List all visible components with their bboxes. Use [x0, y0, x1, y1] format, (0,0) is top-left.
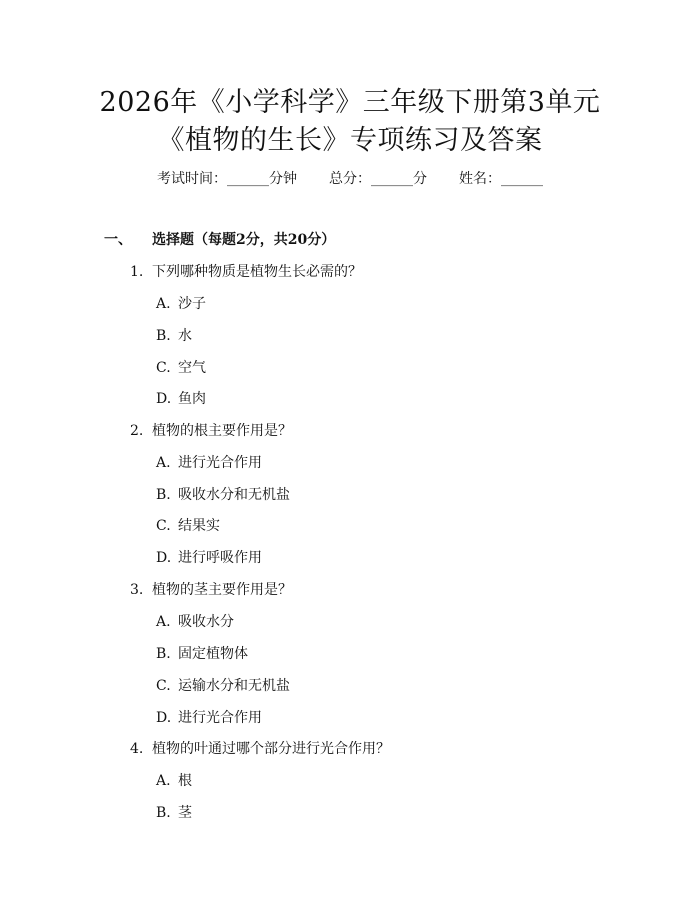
option-letter: D. [156, 710, 172, 726]
section-heading [104, 229, 335, 249]
question-text: 植物的茎主要作用是？ [152, 582, 292, 598]
question-text: 下列哪种物质是植物生长必需的？ [152, 264, 362, 280]
option-text: 沙子 [178, 296, 206, 312]
option-letter: C. [156, 360, 171, 376]
question-number: 2. [130, 423, 144, 439]
option-letter: C. [156, 678, 171, 694]
option-letter: A. [156, 296, 171, 312]
option-letter: B. [156, 805, 171, 821]
option-text: 固定植物体 [178, 646, 248, 662]
total-score-field: 总分：______分 [329, 171, 427, 187]
question-1 [130, 261, 362, 281]
option-text: 吸收水分和无机盐 [178, 487, 290, 503]
question-text: 植物的叶通过哪个部分进行光合作用？ [152, 741, 390, 757]
question-number: 3. [130, 582, 144, 598]
option-text: 水 [178, 328, 192, 344]
option-text: 进行呼吸作用 [178, 550, 262, 566]
student-name-field: 姓名：______ [459, 171, 543, 187]
option-text: 结果实 [178, 518, 220, 534]
question-4-option-a [156, 770, 192, 790]
option-text: 茎 [178, 805, 192, 821]
option-letter: B. [156, 328, 171, 344]
question-3-option-b [156, 643, 248, 663]
question-3 [130, 579, 292, 599]
option-letter: A. [156, 773, 171, 789]
option-letter: A. [156, 455, 171, 471]
section-number: 一、 [104, 232, 132, 248]
option-letter: B. [156, 646, 171, 662]
question-number: 4. [130, 741, 144, 757]
option-letter: B. [156, 487, 171, 503]
option-letter: C. [156, 518, 171, 534]
option-text: 进行光合作用 [178, 710, 262, 726]
option-text: 空气 [178, 360, 206, 376]
exam-meta [0, 168, 700, 188]
doc-title-line1: 2026年《小学科学》三年级下册第3单元 [99, 87, 601, 118]
question-text: 植物的根主要作用是？ [152, 423, 292, 439]
question-2 [130, 420, 292, 440]
question-1-option-a [156, 293, 206, 313]
option-text: 吸收水分 [178, 614, 234, 630]
question-4 [130, 738, 390, 758]
question-3-option-c [156, 675, 290, 695]
exam-time-field: 考试时间：______分钟 [157, 171, 297, 187]
question-2-option-c [156, 515, 220, 535]
question-1-option-b [156, 325, 192, 345]
option-letter: D. [156, 550, 172, 566]
question-3-option-d [156, 707, 262, 727]
question-1-option-d [156, 388, 206, 408]
option-letter: D. [156, 391, 172, 407]
option-text: 根 [178, 773, 192, 789]
question-2-option-d [156, 547, 262, 567]
section-title: 选择题（每题2分，共20分） [152, 232, 336, 248]
question-2-option-b [156, 484, 290, 504]
option-text: 鱼肉 [178, 391, 206, 407]
question-1-option-c [156, 357, 206, 377]
option-letter: A. [156, 614, 171, 630]
question-3-option-a [156, 611, 234, 631]
question-4-option-b [156, 802, 192, 822]
option-text: 进行光合作用 [178, 455, 262, 471]
question-2-option-a [156, 452, 262, 472]
doc-title-line2: 《植物的生长》专项练习及答案 [157, 125, 543, 156]
question-number: 1. [130, 264, 144, 280]
option-text: 运输水分和无机盐 [178, 678, 290, 694]
